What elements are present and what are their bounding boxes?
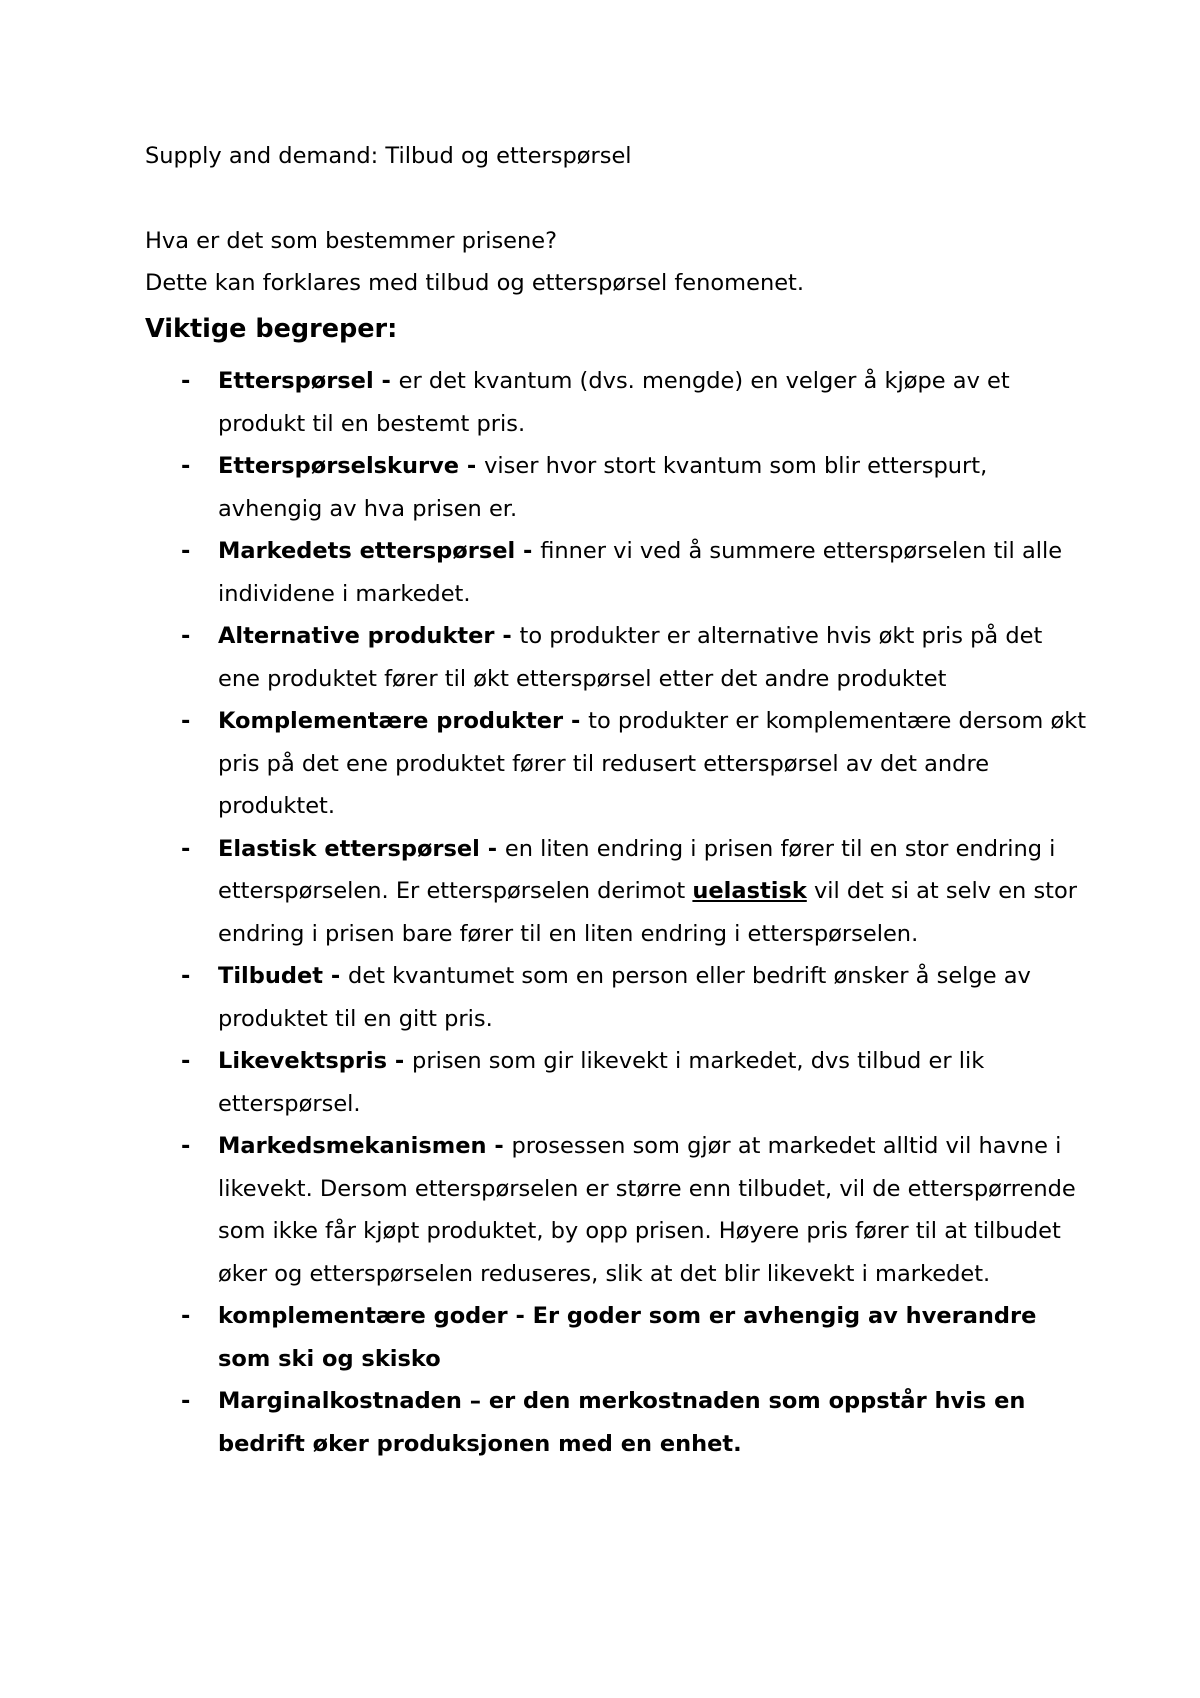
definition: finner vi ved å summere etterspørselen til alle individene i markedet. (218, 538, 1063, 607)
term: Komplementære produkter (218, 708, 564, 734)
term: Alternative produkter (218, 623, 495, 649)
bullet-dash: - (181, 835, 191, 862)
term-separator: - (387, 1048, 413, 1074)
bullet-dash: - (181, 1303, 191, 1329)
definition: prosessen som gjør at markedet alltid vil havne i likevekt. Dersom etterspørselen er større enn tilbudet, vil de etterspørrende som ikke får kjøpt produktet, by opp prisen. Høyere pris fører til at tilbudet øker og etterspørselen reduseres, slik at det blir likevekt i markedet. (218, 1133, 1076, 1287)
term-separator: - (515, 538, 541, 564)
term-separator: - (323, 963, 349, 989)
definition: komplementære goder - Er goder som er avhengig av hverandre som ski og skisko (218, 1303, 1037, 1372)
bullet-dash: - (181, 1388, 191, 1414)
list-item-likevektspris (0, 1040, 1088, 1125)
term: Markedets etterspørsel (218, 538, 516, 564)
definition: en liten endring i prisen fører til en stor endring i etterspørselen. Er etterspørselen derimot (218, 835, 1056, 904)
intro-question: Hva er det som bestemmer prisene? (145, 228, 558, 254)
term: Etterspørselskurve (218, 453, 460, 479)
list-item-ettersporsel (0, 360, 1088, 445)
list-item-elastisk-ettersporsel (0, 828, 1088, 956)
term-separator: - (494, 623, 520, 649)
bullet-dash: - (181, 453, 191, 479)
definition: Marginalkostnaden – er den merkostnaden som oppstår hvis en bedrift øker produksjonen med en enhet. (218, 1388, 1026, 1457)
term: Likevektspris (218, 1048, 388, 1074)
list-item-marginalkostnaden (0, 1380, 1088, 1465)
term-separator: - (373, 368, 399, 394)
emphasized-term: uelastisk (692, 878, 807, 904)
list-item-markedsmekanismen (0, 1125, 1088, 1295)
document-title: Supply and demand: Tilbud og etterspørsel (145, 143, 632, 169)
term: Tilbudet (218, 963, 324, 989)
list-item-tilbudet (0, 955, 1088, 1040)
term-separator: - (479, 835, 505, 862)
definition: det kvantumet som en person eller bedrift ønsker å selge av produktet til en gitt pris. (218, 963, 1031, 1032)
definition: to produkter er alternative hvis økt pris på det ene produktet fører til økt etterspørsel etter det andre produktet (218, 623, 1043, 692)
list-item-markedets-ettersporsel (0, 530, 1088, 615)
bullet-dash: - (181, 623, 191, 649)
term-separator: - (563, 708, 589, 734)
definition-continued: vil det si at selv en stor endring i prisen bare fører til en liten endring i etterspørselen. (218, 878, 1078, 947)
list-item-komplementaere-produkter (0, 700, 1088, 828)
definition: er det kvantum (dvs. mengde) en velger å kjøpe av et produkt til en bestemt pris. (218, 368, 1010, 437)
term: Markedsmekanismen (218, 1133, 487, 1159)
term-separator: - (459, 453, 485, 479)
list-item-ettersporselskurve (0, 445, 1088, 530)
bullet-dash: - (181, 538, 191, 564)
bullet-dash: - (181, 368, 191, 394)
bullet-dash: - (181, 1133, 191, 1159)
concept-list (0, 360, 1200, 1465)
term: Etterspørsel (218, 368, 374, 394)
definition: to produkter er komplementære dersom økt pris på det ene produktet fører til redusert etterspørsel av det andre produktet. (218, 708, 1087, 819)
definition: viser hvor stort kvantum som blir etterspurt, avhengig av hva prisen er. (218, 453, 988, 522)
term: Elastisk etterspørsel (218, 835, 480, 862)
list-item-alternative-produkter (0, 615, 1088, 700)
section-heading: Viktige begreper: (145, 314, 398, 344)
bullet-dash: - (181, 708, 191, 734)
term-separator: - (486, 1133, 512, 1159)
definition: prisen som gir likevekt i markedet, dvs tilbud er lik etterspørsel. (218, 1048, 985, 1117)
list-item-komplementaere-goder (0, 1295, 1088, 1380)
bullet-dash: - (181, 963, 191, 989)
intro-explanation: Dette kan forklares med tilbud og etterspørsel fenomenet. (145, 270, 805, 296)
bullet-dash: - (181, 1048, 191, 1074)
